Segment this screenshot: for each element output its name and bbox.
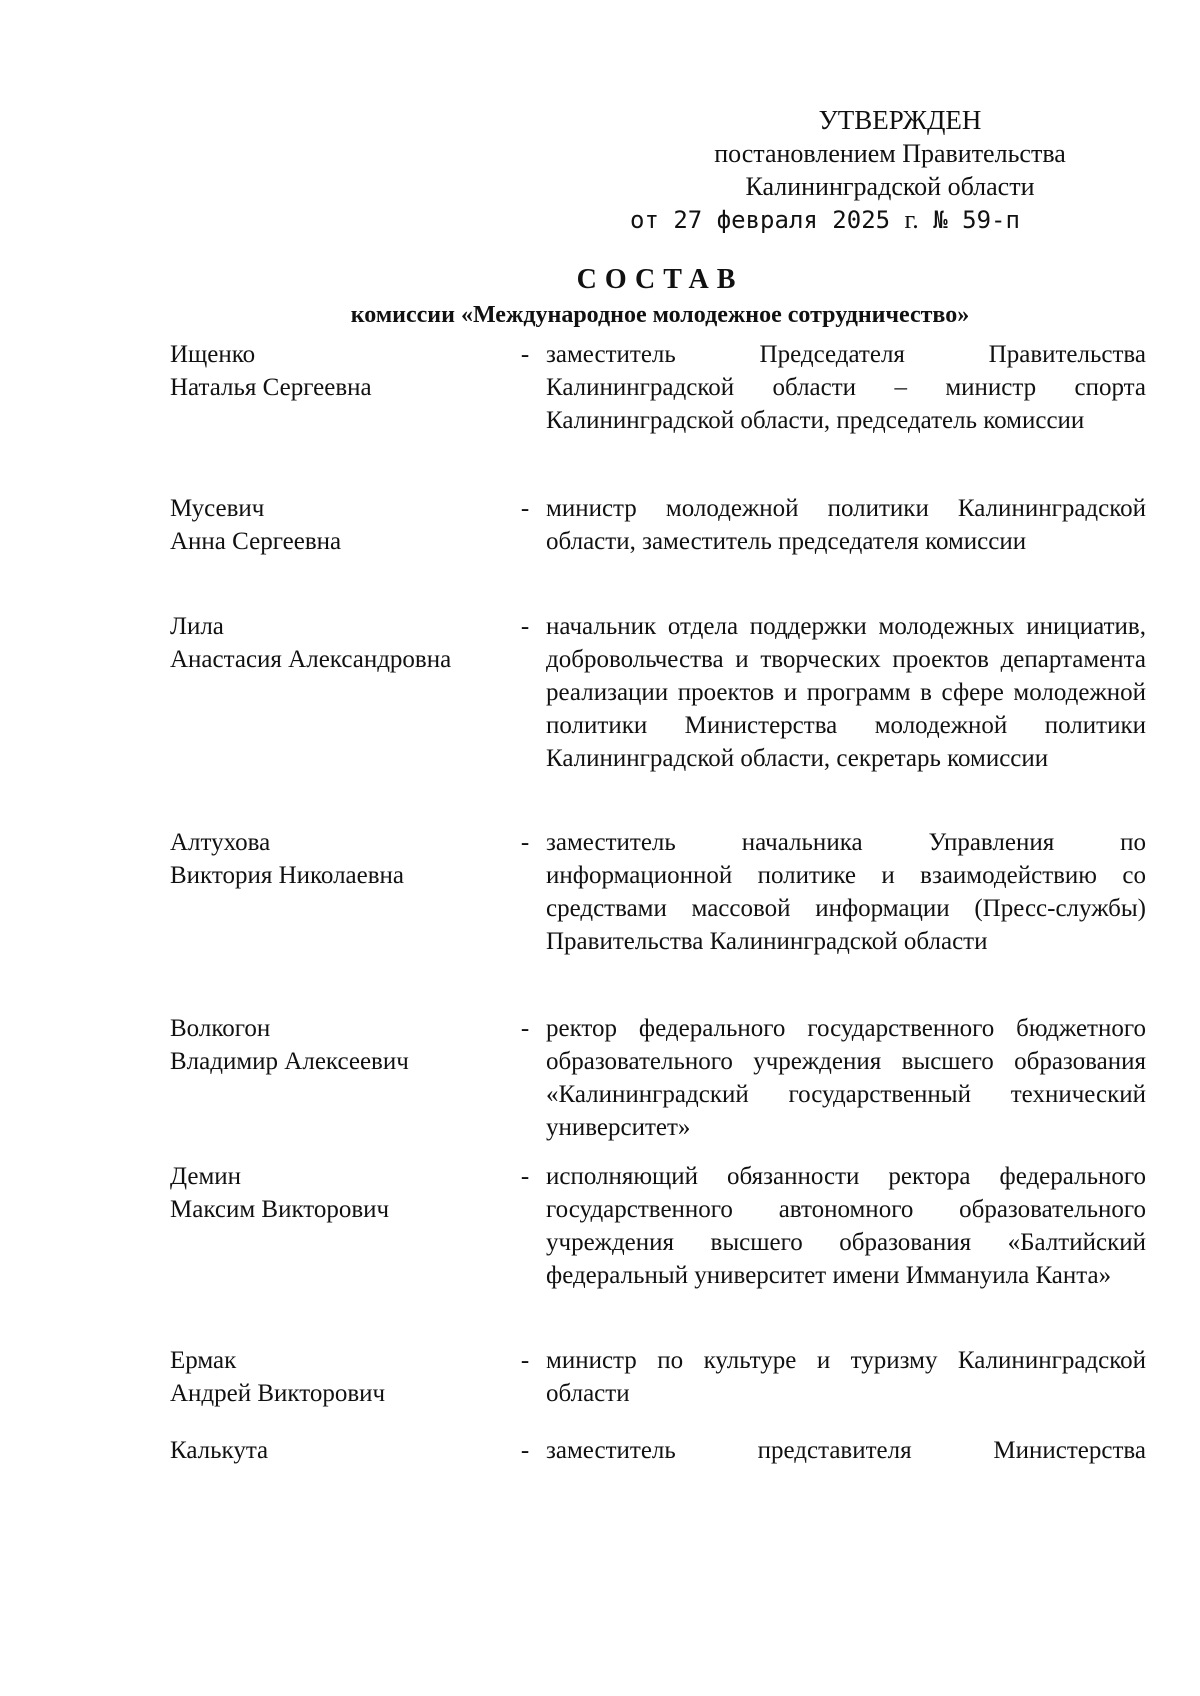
approval-line-region: Калининградской области	[745, 172, 1035, 201]
member-role: заместитель Председателя Правительства Калининградской области – министр спорта Калининградской области, председатель комиссии	[546, 341, 1146, 434]
member-role: министр молодежной политики Калининградской области, заместитель председателя комиссии	[546, 495, 1146, 555]
member-name	[170, 1434, 510, 1467]
member-surname: Мусевич	[170, 495, 265, 522]
member-role: заместитель начальника Управления по информационной политике и взаимодействию со средствами массовой информации (Пресс-службы) Правительства Калининградской области	[546, 829, 1146, 955]
member-surname: Ищенко	[170, 341, 256, 368]
member-surname: Демин	[170, 1163, 242, 1190]
member-role: министр по культуре и туризму Калининградской области	[546, 1347, 1146, 1407]
approval-date-line	[630, 203, 1110, 237]
member-name	[170, 1012, 510, 1078]
member-name	[170, 492, 510, 558]
member-dash: -	[520, 1437, 530, 1464]
member-role: исполняющий обязанности ректора федерального государственного автономного образовательного учреждения высшего образования «Балтийский федеральный университет имени Иммануила Канта»	[546, 1163, 1146, 1289]
member-surname: Калькута	[170, 1437, 269, 1464]
document-subtitle: комиссии «Международное молодежное сотрудничество»	[350, 302, 970, 328]
member-dash: -	[520, 1163, 530, 1190]
member-name	[170, 1160, 510, 1226]
member-name	[170, 826, 510, 892]
member-given-names: Наталья Сергеевна	[170, 374, 372, 401]
approval-block	[630, 104, 1110, 237]
document-title: СОСТАВ	[576, 264, 744, 295]
member-dash: -	[520, 495, 530, 522]
member-name	[170, 1344, 510, 1410]
member-given-names: Андрей Викторович	[170, 1380, 386, 1407]
member-surname: Волкогон	[170, 1015, 271, 1042]
member-name	[170, 338, 510, 404]
member-given-names: Анна Сергеевна	[170, 528, 342, 555]
member-dash: -	[520, 341, 530, 368]
member-given-names: Анастасия Александровна	[170, 646, 452, 673]
member-surname: Лила	[170, 613, 224, 640]
member-surname: Алтухова	[170, 829, 271, 856]
member-dash: -	[520, 1015, 530, 1042]
member-dash: -	[520, 1347, 530, 1374]
member-given-names: Виктория Николаевна	[170, 862, 405, 889]
member-role: заместитель представителя Министерства	[546, 1437, 1146, 1464]
member-surname: Ермак	[170, 1347, 237, 1374]
member-dash: -	[520, 829, 530, 856]
member-given-names: Владимир Алексеевич	[170, 1048, 409, 1075]
member-dash: -	[520, 613, 530, 640]
member-role: начальник отдела поддержки молодежных инициатив, добровольчества и творческих проектов департамента реализации проектов и программ в сфере молодежной политики Министерства молодежной политики Калининградской области, секретарь комиссии	[546, 613, 1146, 772]
approved-label: УТВЕРЖДЕН	[818, 105, 982, 135]
member-role: ректор федерального государственного бюджетного образовательного учреждения высшего образования «Калининградский государственный технический университет»	[546, 1015, 1146, 1141]
approval-number: № 59-п	[933, 206, 1020, 234]
approval-line-resolution: постановлением Правительства	[714, 139, 1066, 168]
member-given-names: Максим Викторович	[170, 1196, 390, 1223]
member-name	[170, 610, 510, 676]
approval-date-year-suffix: г.	[904, 205, 919, 234]
approval-date: от 27 февраля 2025	[630, 206, 891, 234]
